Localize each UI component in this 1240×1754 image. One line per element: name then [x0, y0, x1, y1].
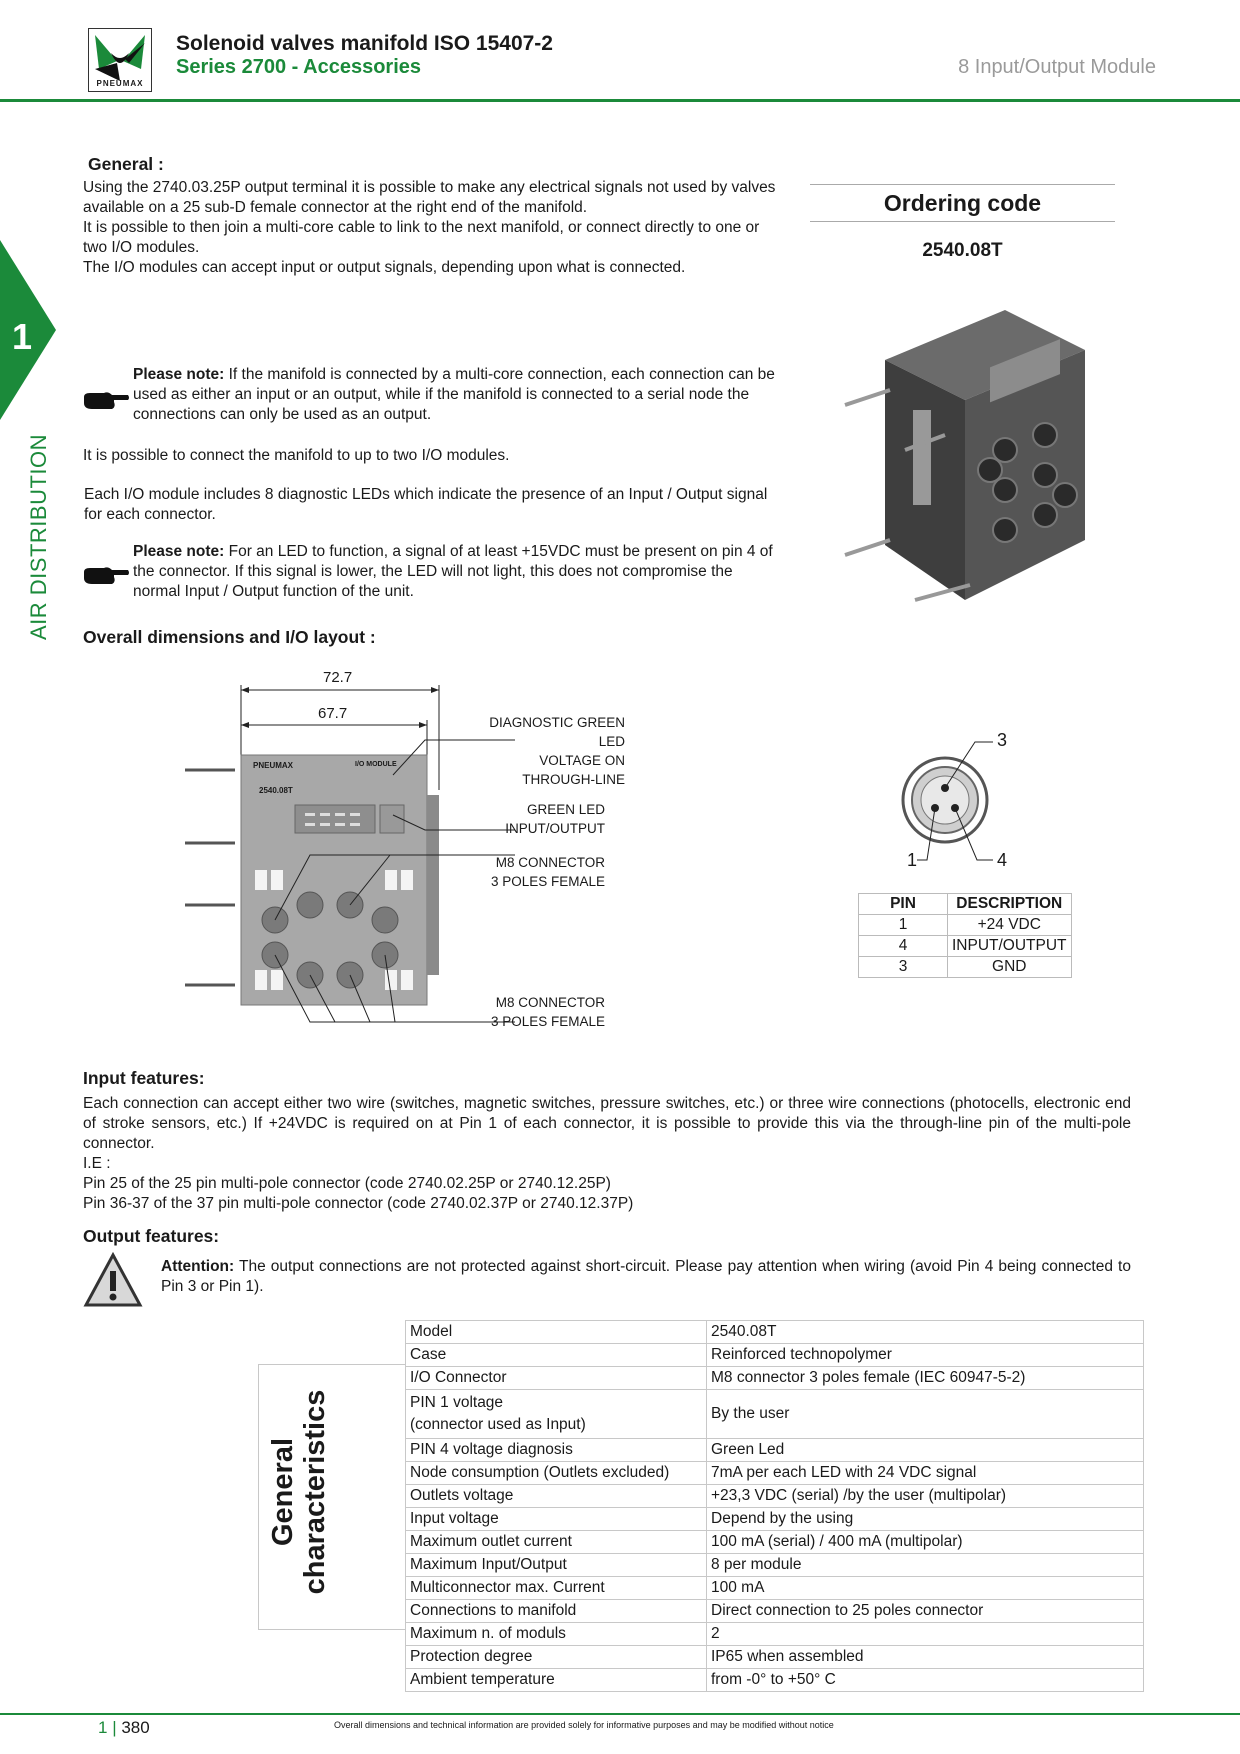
- table-row: [406, 1508, 1144, 1531]
- spec-value: 2: [707, 1623, 1144, 1646]
- spec-label: Case: [406, 1344, 707, 1367]
- specs-side-label: [267, 1367, 331, 1617]
- dimension-drawing: [175, 665, 625, 1035]
- spec-value: IP65 when assembled: [707, 1646, 1144, 1669]
- note-2: [133, 542, 778, 602]
- footer-disclaimer: Overall dimensions and technical information are provided solely for informative purposes and may be modified without notice: [334, 1720, 834, 1730]
- pin-label-1: 1: [907, 850, 918, 870]
- chapter-number: 1: [12, 316, 33, 357]
- pointing-hand-icon: [82, 389, 130, 418]
- description-cell: +24 VDC: [948, 915, 1072, 936]
- chapter-label: AIR DISTRIBUTION: [26, 433, 51, 640]
- specs-table: [405, 1320, 1144, 1692]
- note-2-text: For an LED to function, a signal of at least +15VDC must be present on pin 4 of the connector. If this signal is lower, the LED will not light, this does not compromise the normal Input / Output function of the unit.: [133, 543, 773, 600]
- table-row: [406, 1439, 1144, 1462]
- label-m8-connector-top: [465, 853, 605, 891]
- general-paragraph-5: Each I/O module includes 8 diagnostic LEDs which indicate the presence of an Input / Output signal for each connector.: [84, 486, 768, 523]
- label-m8-connector-top-line2: 3 POLES FEMALE: [490, 874, 605, 889]
- label-diagnostic-led: [465, 713, 625, 789]
- table-row: [859, 957, 1072, 978]
- spec-label: Ambient temperature: [406, 1669, 707, 1692]
- connector-pinout-diagram: [895, 730, 1035, 875]
- attention-text: The output connections are not protected against short-circuit. Please pay attention when wiring (avoid Pin 4 being connected to Pin 3 or Pin 1).: [161, 1258, 1131, 1295]
- label-green-led-line1: GREEN LED: [526, 802, 605, 817]
- attention-label: Attention:: [161, 1258, 235, 1275]
- spec-value: Green Led: [707, 1439, 1144, 1462]
- label-diagnostic-led-line1: DIAGNOSTIC GREEN LED: [489, 715, 625, 749]
- output-features-heading: Output features:: [83, 1226, 220, 1246]
- table-row: [406, 1485, 1144, 1508]
- note-1-label: Please note:: [133, 366, 225, 383]
- general-paragraph-3: The I/O modules can accept input or output signals, depending upon what is connected.: [83, 259, 686, 276]
- pin-label-4: 4: [997, 850, 1008, 870]
- pin-table: [858, 893, 1072, 978]
- spec-value: 100 mA (serial) / 400 mA (multipolar): [707, 1531, 1144, 1554]
- table-row: [406, 1344, 1144, 1367]
- specs-side-label-line1: General: [267, 1438, 299, 1546]
- description-cell: GND: [948, 957, 1072, 978]
- input-features-ie: I.E :: [83, 1155, 111, 1172]
- input-features-pin25: Pin 25 of the 25 pin multi-pole connector (code 2740.02.25P or 2740.12.25P): [83, 1175, 611, 1192]
- specs-side-panel: [258, 1364, 406, 1630]
- page-separator: |: [112, 1718, 122, 1737]
- dimension-outer: 72.7: [323, 669, 353, 686]
- general-paragraph-2: It is possible to then join a multi-core cable to link to the next manifold, or connect directly to one or two I/O modules.: [83, 219, 760, 256]
- pin-table-header-description: DESCRIPTION: [948, 894, 1072, 915]
- ordering-code-title: Ordering code: [810, 184, 1115, 222]
- spec-value: from -0° to +50° C: [707, 1669, 1144, 1692]
- general-heading: General :: [88, 154, 164, 174]
- specs-side-label-line2: characteristics: [299, 1389, 331, 1595]
- table-row: [406, 1531, 1144, 1554]
- module-title: I/O MODULE: [355, 761, 397, 768]
- label-green-led-line2: INPUT/OUTPUT: [505, 821, 605, 836]
- table-row: [406, 1577, 1144, 1600]
- note-1-text: If the manifold is connected by a multi-core connection, each connection can be used as either an input or an output, while if the manifold is connected to a serial node the connections can only be used as an output.: [133, 366, 775, 423]
- label-m8-connector-bottom-line1: M8 CONNECTOR: [495, 995, 605, 1010]
- spec-value: 8 per module: [707, 1554, 1144, 1577]
- attention-note: [161, 1257, 1131, 1297]
- table-row: [406, 1554, 1144, 1577]
- spec-value: 7mA per each LED with 24 VDC signal: [707, 1462, 1144, 1485]
- ordering-code-value: 2540.08T: [922, 240, 1003, 261]
- page-value: 380: [121, 1718, 150, 1737]
- input-features-text: [83, 1094, 1131, 1214]
- spec-label: Model: [406, 1321, 707, 1344]
- spec-value: 100 mA: [707, 1577, 1144, 1600]
- input-features-heading: Input features:: [83, 1068, 205, 1088]
- pin-label-3: 3: [997, 730, 1008, 750]
- table-row: [406, 1600, 1144, 1623]
- spec-label: Protection degree: [406, 1646, 707, 1669]
- footer-divider: [0, 1713, 1240, 1715]
- description-cell: INPUT/OUTPUT: [948, 936, 1072, 957]
- general-paragraph-4: It is possible to connect the manifold to up to two I/O modules.: [83, 447, 510, 464]
- note-2-label: Please note:: [133, 543, 225, 560]
- pin-cell: 4: [859, 936, 948, 957]
- document-subtitle: Series 2700 - Accessories: [176, 56, 421, 78]
- spec-label: PIN 4 voltage diagnosis: [406, 1439, 707, 1462]
- spec-value: Direct connection to 25 poles connector: [707, 1600, 1144, 1623]
- spec-value: By the user: [707, 1390, 1144, 1439]
- spec-label: Connections to manifold: [406, 1600, 707, 1623]
- table-row: [859, 915, 1072, 936]
- spec-label: Node consumption (Outlets excluded): [406, 1462, 707, 1485]
- general-text: [83, 178, 778, 278]
- pointing-hand-icon: [82, 564, 130, 593]
- table-row: [406, 1390, 1144, 1439]
- pin-table-header: [859, 894, 1072, 915]
- page-number: [98, 1718, 150, 1738]
- spec-label: Maximum outlet current: [406, 1531, 707, 1554]
- label-diagnostic-led-line2: VOLTAGE ON THROUGH-LINE: [522, 753, 625, 787]
- input-features-paragraph: Each connection can accept either two wire (switches, magnetic switches, pressure switches, etc.) or three wire connections (photocells, electronic end of stroke sensors, etc.) If +24VDC is required on at Pin 1 of each connector, it is possible to provide this via the through-line pin of the multi-pole connector.: [83, 1095, 1131, 1152]
- warning-icon: [83, 1252, 143, 1313]
- spec-value: Reinforced technopolymer: [707, 1344, 1144, 1367]
- general-paragraph-1: Using the 2740.03.25P output terminal it is possible to make any electrical signals not used by valves available on a 25 sub-D female connector at the right end of the manifold.: [83, 179, 776, 216]
- label-green-led: [465, 800, 605, 838]
- header-divider: [0, 99, 1240, 102]
- input-features-pin36: Pin 36-37 of the 37 pin multi-pole connector (code 2740.02.37P or 2740.12.37P): [83, 1195, 634, 1212]
- product-photo: [835, 300, 1095, 605]
- spec-value: M8 connector 3 poles female (IEC 60947-5-2): [707, 1367, 1144, 1390]
- spec-label: Multiconnector max. Current: [406, 1577, 707, 1600]
- dimensions-heading: Overall dimensions and I/O layout :: [83, 627, 376, 647]
- logo-text: PNEUMAX: [96, 79, 144, 88]
- spec-label: PIN 1 voltage (connector used as Input): [406, 1390, 707, 1439]
- table-row: [406, 1669, 1144, 1692]
- dimension-inner: 67.7: [318, 705, 348, 722]
- table-row: [406, 1646, 1144, 1669]
- spec-label: Outlets voltage: [406, 1485, 707, 1508]
- table-row: [406, 1321, 1144, 1344]
- module-brand: PNEUMAX: [253, 761, 294, 770]
- pin-cell: 1: [859, 915, 948, 936]
- pin-table-header-pin: PIN: [859, 894, 948, 915]
- spec-label: Maximum n. of moduls: [406, 1623, 707, 1646]
- spec-label: I/O Connector: [406, 1367, 707, 1390]
- pin-cell: 3: [859, 957, 948, 978]
- spec-label: Input voltage: [406, 1508, 707, 1531]
- document-title: Solenoid valves manifold ISO 15407-2: [176, 32, 553, 55]
- note-1: [133, 365, 778, 425]
- table-row: [406, 1462, 1144, 1485]
- table-row: [859, 936, 1072, 957]
- spec-value: +23,3 VDC (serial) /by the user (multipolar): [707, 1485, 1144, 1508]
- section-title: 8 Input/Output Module: [958, 56, 1156, 78]
- spec-value: Depend by the using: [707, 1508, 1144, 1531]
- module-code: 2540.08T: [259, 786, 293, 795]
- label-m8-connector-bottom: [465, 993, 605, 1031]
- brand-logo: [88, 28, 152, 92]
- label-m8-connector-bottom-line2: 3 POLES FEMALE: [490, 1014, 605, 1029]
- page-section: 1: [98, 1718, 108, 1737]
- spec-label: Maximum Input/Output: [406, 1554, 707, 1577]
- table-row: [406, 1623, 1144, 1646]
- table-row: [406, 1367, 1144, 1390]
- spec-value: 2540.08T: [707, 1321, 1144, 1344]
- label-m8-connector-top-line1: M8 CONNECTOR: [495, 855, 605, 870]
